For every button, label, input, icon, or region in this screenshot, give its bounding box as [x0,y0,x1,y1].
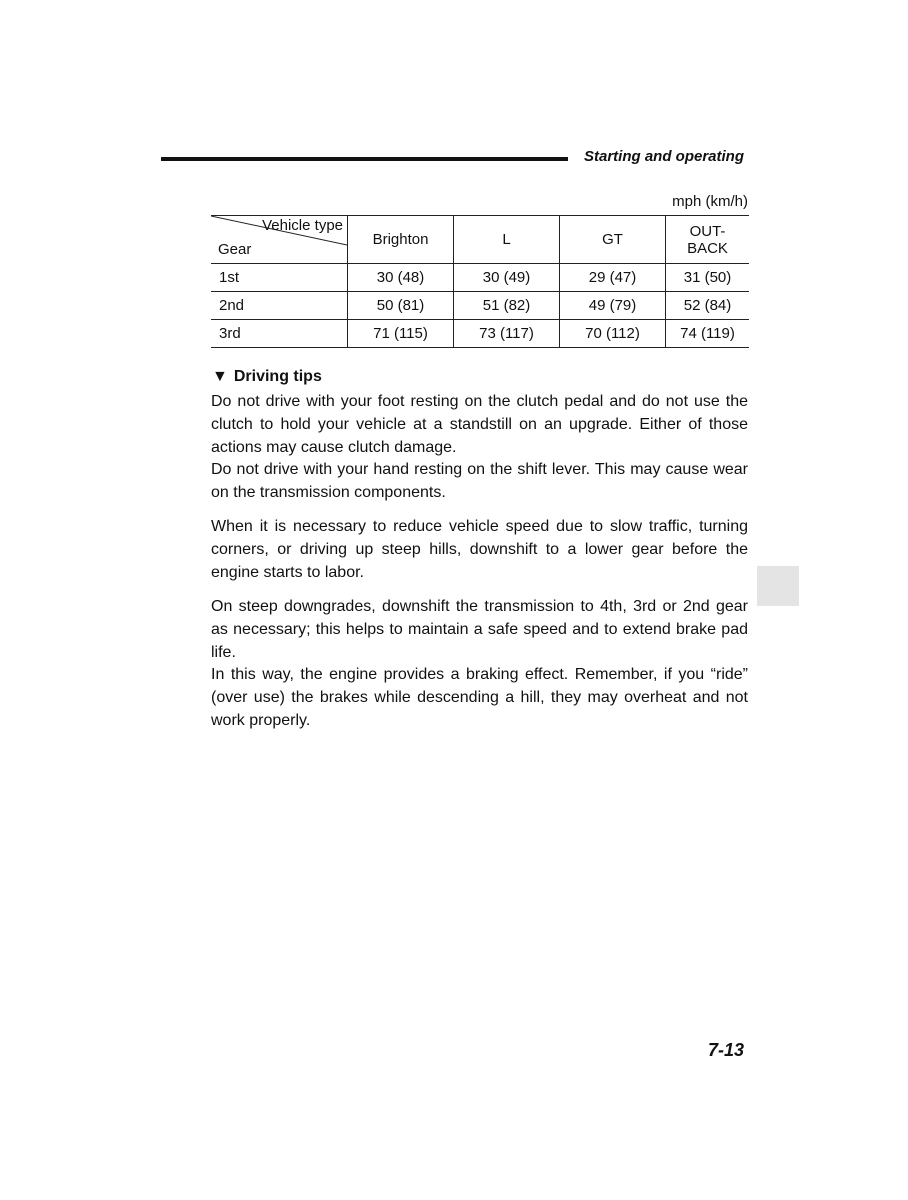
paragraph-clutch: Do not drive with your foot resting on the clutch pedal and do not use the clutch to hold your vehicle at a standstill on an upgrade. Either of those actions may cause clutch damage. [211,393,748,456]
triangle-down-icon: ▼ [212,368,228,385]
paragraph-shift-lever: Do not drive with your hand resting on the shift lever. This may cause wear on the transmission components. [211,461,748,501]
corner-header-cell [211,216,348,264]
gear-cell: 3rd [211,320,348,348]
speed-cell: 71 (115) [348,320,454,348]
speed-cell: 51 (82) [454,292,560,320]
header-rule [161,157,568,161]
speed-cell: 73 (117) [454,320,560,348]
page-number: 7-13 [707,1040,744,1060]
column-header-gt: GT [560,216,666,264]
chapter-thumb-tab [757,566,799,606]
unit-label: mph (km/h) [672,193,748,210]
column-header-outback [666,216,750,264]
gear-speed-table [211,215,749,348]
speed-cell: 30 (49) [454,264,560,292]
paragraph-braking-effect: In this way, the engine provides a braking effect. Remember, if you “ride” (over use) the brakes while descending a hill, they may overheat and not work properly. [211,666,748,729]
paragraph-downshift: When it is necessary to reduce vehicle speed due to slow traffic, turning corners, or driving up steep hills, downshift to a lower gear before the engine starts to labor. [211,518,748,581]
speed-cell: 50 (81) [348,292,454,320]
outback-line-2: BACK [687,239,728,257]
column-header-l: L [454,216,560,264]
vehicle-type-label: Vehicle type [262,217,343,234]
table-row [211,264,749,292]
speed-cell: 52 (84) [666,292,750,320]
table-header-row [211,216,749,264]
speed-cell: 30 (48) [348,264,454,292]
speed-cell: 74 (119) [666,320,750,348]
driving-tips-heading [212,368,322,386]
paragraph-downgrades: On steep downgrades, downshift the transmission to 4th, 3rd or 2nd gear as necessary; this helps to maintain a safe speed and to extend brake pad life. [211,598,748,661]
table-row [211,320,749,348]
gear-cell: 1st [211,264,348,292]
table-row [211,292,749,320]
speed-cell: 31 (50) [666,264,750,292]
driving-tips-title: Driving tips [233,368,322,385]
speed-cell: 49 (79) [560,292,666,320]
column-header-brighton: Brighton [348,216,454,264]
speed-cell: 70 (112) [560,320,666,348]
speed-cell: 29 (47) [560,264,666,292]
outback-line-1: OUT- [689,222,726,240]
gear-cell: 2nd [211,292,348,320]
gear-label: Gear [218,241,252,258]
section-title: Starting and operating [583,148,744,165]
